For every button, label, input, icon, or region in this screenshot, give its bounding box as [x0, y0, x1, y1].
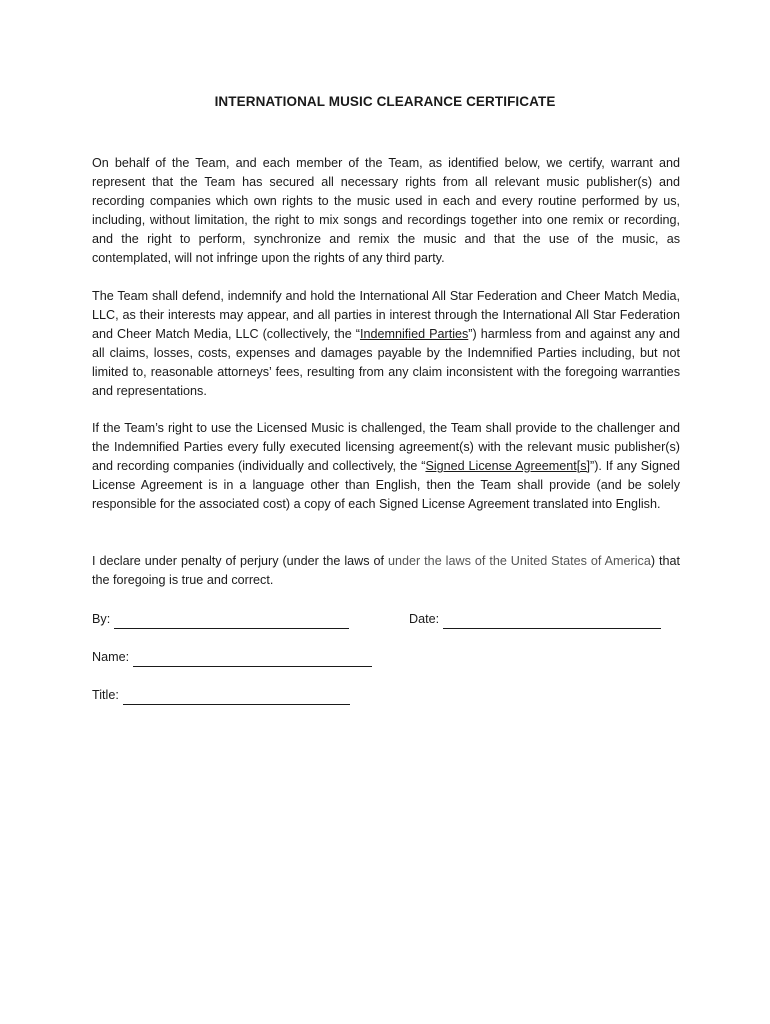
paragraph-license-text-b: ”). If any Signed License Agreement is in a language other than English, then the Team shall provide (and be solely responsible for the associated cost) a copy of each Signed License Agreement translated into English.	[92, 459, 680, 511]
paragraph-indemnity-text-a: The Team shall defend, indemnify and hold the International All Star Federation and Cheer Match Media, LLC, as their interests may appear, and all parties in interest through the International All Star Federation and Cheer Match Media, LLC (collectively, the “	[92, 289, 680, 341]
document-title: INTERNATIONAL MUSIC CLEARANCE CERTIFICATE	[214, 94, 556, 109]
paragraph-declaration-text-b: ) that the foregoing is true and correct.	[92, 554, 681, 587]
defined-term-indemnified-parties: Indemnified Parties	[359, 327, 469, 341]
date-label: Date:	[409, 612, 440, 626]
name-signature-row	[92, 648, 372, 667]
name-label: Name:	[92, 650, 130, 664]
paragraph-warranty: On behalf of the Team, and each member of the Team, as identified below, we certify, warrant and represent that the Team has secured all necessary rights from all relevant music publisher(s) and recording companies which own rights to the music used in each and every routine performed by us, including, without limitation, the right to mix songs and recordings together into one remix or recording, and the right to perform, synchronize and remix the music and that the use of the music, as contemplated, will not infringe upon the rights of any third party.	[92, 156, 680, 265]
paragraph-indemnity	[92, 287, 680, 401]
title-label: Title:	[92, 688, 119, 702]
defined-term-signed-license-agreement: Signed License Agreement[s]	[425, 459, 590, 473]
paragraph-declaration-text-a: I declare under penalty of perjury (under the laws of	[92, 554, 388, 568]
paragraph-license-text-a: If the Team’s right to use the Licensed Music is challenged, the Team shall provide to the challenger and the Indemnified Parties every fully executed licensing agreement(s) with the relevant music publisher(s) and recording companies (individually and collectively, the “	[92, 421, 680, 473]
jurisdiction-field: under the laws of the United States of America	[388, 554, 651, 568]
paragraph-declaration	[92, 552, 680, 590]
title-signature-row	[92, 686, 350, 705]
paragraph-indemnity-text-b: ”) harmless from and against any and all claims, losses, costs, expenses and damages payable by the Indemnified Parties including, but not limited to, reasonable attorneys’ fees, resulting from any claim inconsistent with the foregoing warranties and representations.	[92, 327, 680, 398]
paragraph-license-challenge	[92, 419, 680, 514]
by-label: By:	[92, 612, 111, 626]
date-signature-row	[409, 610, 661, 629]
by-signature-line[interactable]	[114, 614, 349, 629]
title-signature-line[interactable]	[123, 690, 350, 705]
by-signature-row	[92, 610, 349, 629]
name-signature-line[interactable]	[133, 652, 372, 667]
date-signature-line[interactable]	[443, 614, 661, 629]
